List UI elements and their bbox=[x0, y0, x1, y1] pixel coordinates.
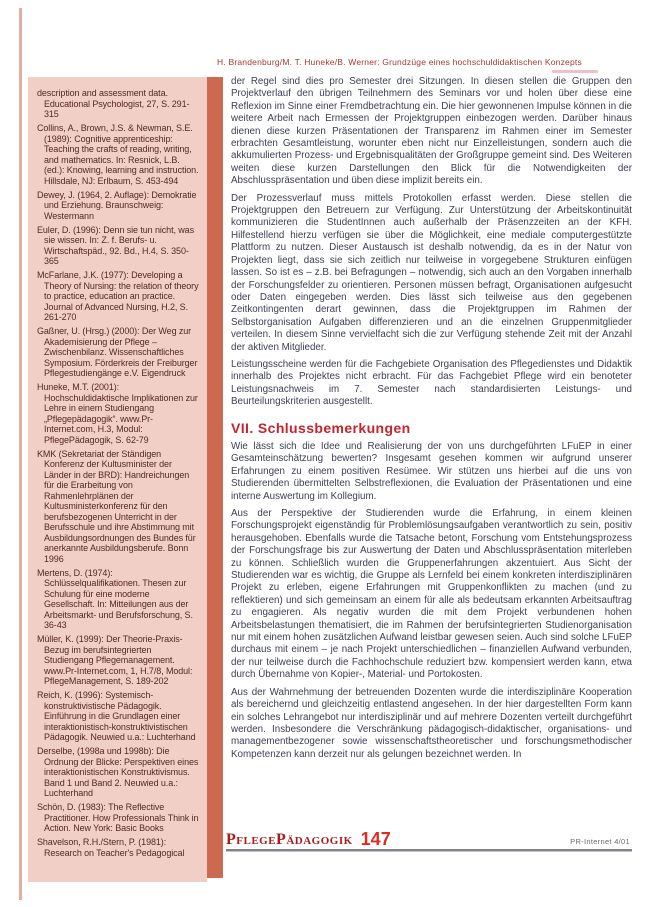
reference-entry: McFarlane, J.K. (1977): Developing a Theory of Nursing: the relation of theory to practice, education an practice. Journal of Advanced Nursing, H.2, S. 261-270 bbox=[37, 270, 199, 322]
reference-entry: Müller, K. (1999): Der Theorie-Praxis-Bezug im berufsintegrierten Studiengang Pflegemanagement. www.Pr-Internet.com, 1, H.7/8, Modul: PflegeManagement, S. 189-202 bbox=[37, 634, 193, 686]
footer-rule bbox=[226, 849, 632, 852]
reference-entry: Collins, A., Brown, J.S. & Newman, S.E. (1989): Cognitive apprenticeship: Teaching the crafts of reading, writing, and mathematics. In: Resnick, L.B. (ed.): Knowing, learning and instruction. Hillsdale, NJ: Erlbaum, S. 453-494 bbox=[37, 123, 199, 186]
reference-entry: Euler, D. (1996): Denn sie tun nicht, was sie wissen. In: Z. f. Berufs- u. Wirtschaftspäd., 92. Bd., H.4, S. 350-365 bbox=[37, 224, 194, 266]
body-paragraphs-top bbox=[231, 76, 632, 409]
reference-entry: Schön, D. (1983): The Reflective Practitioner. How Professionals Think in Action. New York: Basic Books bbox=[37, 802, 199, 833]
reference-entry: Gaßner, U. (Hrsg.) (2000): Der Weg zur Akademisierung der Pflege – Zwischenbilanz. Wissenschaftliches Symposium. Förderkreis der Freiburger Pflegestudiengänge e.V. Eigendruck bbox=[37, 326, 198, 378]
page-number: 147 bbox=[360, 829, 391, 849]
page-edge-line bbox=[19, 8, 22, 900]
reference-entry: Huneke, M.T. (2001): Hochschuldidaktische Implikationen zur Lehre in einem Studiengang „Pflegepädagogik“. www.Pr-Internet.com, H.3, Modul: PflegePädagogik, S. 62-79 bbox=[37, 382, 198, 445]
body-paragraph: der Regel sind dies pro Semester drei Sitzungen. In diesen stellen die Gruppen den Projektverlauf den übrigen Teilnehmern des Seminars vor und holen über diese eine Reflexion im Sinne einer Fremdbetrachtung ein. Die hier gewonnenen Impulse können in die weitere Arbeit nach Ermessen der Projektgruppen einbezogen werden. Darüber hinaus dienen diese kurzen Präsentationen der Transparenz im Rahmen einer im Semester erbrachten Gesamtleistung, worunter eben nicht nur Einzelleistungen, sondern auch die akkumulierten Prozess- und Ergebnisqualitäten der Großgruppe gemeint sind. Des Weiteren weiten diese kurzen Darstellungen den Blick für die Notwendigkeiten der Abschlusspräsentation und üben diese implizit bereits ein. bbox=[231, 76, 632, 187]
reference-entry: Shavelson, R.H./Stern, P. (1981): Research on Teacher's Pedagogical bbox=[37, 837, 185, 858]
references-sidebar bbox=[28, 77, 207, 882]
page-footer bbox=[226, 829, 632, 849]
header-underline-accent bbox=[552, 70, 598, 73]
reference-entry: Reich, K. (1996): Systemisch-konstruktivistische Pädagogik. Einführung in die Grundlagen einer interaktionistisch-konstruktivistischen Pädagogik. Neuwied u.a.: Luchterhand bbox=[37, 690, 196, 742]
body-paragraph: Wie lässt sich die Idee und Realisierung der von uns durchgeführten LFuEP in einer Gesamteinschätzung bewerten? Insgesamt gesehen kommen wir aufgrund unserer Erfahrungen zu einem positiven Resümee. Wir stützen uns hierbei auf die uns von Studierenden übermittelten Selbstreflexionen, die Evaluation der Präsentationen und eine interne Auswertung im Kollegium. bbox=[231, 440, 632, 502]
reference-entry: description and assessment data. Educational Psychologist, 27, S. 291-315 bbox=[37, 88, 190, 119]
body-paragraph: Aus der Wahrnehmung der betreuenden Dozenten wurde die interdisziplinäre Kooperation als bereichernd und gleichzeitig entlastend angesehen. In der hier dargestellten Form kann ein solches Lehrangebot nur interdisziplinär und auf mehrere Dozenten verteilt durchgeführt werden. Insbesondere die Verschränkung pädagogisch-didaktischer, organisations- und managementbezogener sowie wissenschaftstheoretischer und forschungsmethodischer Kompetenzen kann derzeit nur als gelungen bezeichnet werden. In bbox=[231, 686, 632, 760]
body-paragraph: Aus der Perspektive der Studierenden wurde die Erfahrung, in einem kleinen Forschungsprojekt eigenständig für Problemlösungsaufgaben verantwortlich zu sein, positiv herausgehoben. Ebenfalls wurde die Tatsache betont, Forschung vom Entstehungsprozess der Forschungsfrage bis zur Auswertung der Daten und Abschlusspräsentation miterleben zu können. Schließlich wurden die Gruppenerfahrungen akzentuiert. Aus Sicht der Studierenden war es wichtig, die Gruppe als Lernfeld bei einem konkreten interdisziplinären Projekt zu erleben, eigene Erfahrungen mit Gruppenkonflikten zu machen (und zu reflektieren) und sich gemeinsam an einem für alle als bedeutsam erkannten Arbeitsauftrag zu engagieren. Als negativ wurden die mit dem Projekt verbundenen hohen Arbeitsbelastungen thematisiert, die im Rahmen der berufsintegrierten Studienorganisation nur mit einem hohen zusätzlichen Aufwand leistbar gewesen seien. Auch sind solche LFuEP durchaus mit einem – je nach Projekt unterschiedlichen – finanziellen Aufwand verbunden, der nur teilweise durch die Fachhochschule reduziert bzw. kompensiert werden kann, etwa durch Übernahme von Kopier-, Material- und Portokosten. bbox=[231, 508, 632, 681]
body-paragraph: Leistungsscheine werden für die Fachgebiete Organisation des Pflegedienstes und Didaktik innerhalb des Projektes nicht erbracht. Für das Fachgebiet Pflege wird ein benoteter Leistungsnachweis im 7. Semester nach standardisierten Leistungs- und Beurteilungskriterien ausgestellt. bbox=[231, 358, 632, 408]
body-paragraphs-bottom bbox=[231, 441, 632, 761]
issue-label: PR-Internet 4/01 bbox=[570, 837, 630, 846]
reference-entry: KMK (Sekretariat der Ständigen Konferenz der Kultusminister der Länder in der BRD): Handreichungen für die Erarbeitung von Rahmenlehrplänen der Kultusministerkonferenz für den berufsbezogenen Unterricht in der Berufsschule und ihre Abstimmung mit Ausbildungsordnungen des Bundes für anerkannte Ausbildungsberufe. Bonn 1996 bbox=[37, 448, 196, 564]
journal-name: PflegePädagogik bbox=[226, 831, 353, 848]
reference-entry: Dewey, J. (1964, 2. Auflage): Demokratie und Erziehung. Braunschweig: Westermann bbox=[37, 189, 197, 221]
column-divider-strip bbox=[207, 77, 223, 878]
article-body bbox=[231, 76, 632, 766]
reference-list bbox=[37, 88, 199, 858]
reference-entry: Derselbe, (1998a und 1998b): Die Ordnung der Blicke: Perspektiven eines interaktionistischen Konstruktivismus. Band 1 und Band 2. Neuwied u.a.: Luchterhand bbox=[37, 746, 199, 798]
running-header: H. Brandenburg/M. T. Huneke/B. Werner: Grundzüge eines hochschuldidaktischen Konzepts bbox=[217, 57, 582, 67]
body-paragraph: Der Prozessverlauf muss mittels Protokollen erfasst werden. Diese stellen die Projektgruppen den Betreuern zur Verfügung. Zur Unterstützung der Arbeitskontinuität kommunizieren die StudentInnen auch außerhalb der Präsenzzeiten an der KFH. Hilfestellend hierzu verfügen sie über die Möglichkeit, eine mediale computergestützte Plattform zu nutzen. Dieser Austausch ist deshalb notwendig, da es in der Natur von Projekten liegt, dass sie sich zeitlich nur teilweise in vorgegebene Strukturen einfügen lassen. So ist es – z.B. bei Befragungen – notwendig, sich auch an den Vorgaben innerhalb der Forschungsfelder zu orientieren. Personen müssen befragt, Organisationen aufgesucht oder Daten eingegeben werden. Dies lässt sich teilweise aus den gegebenen Zeitkontingenten derart gewinnen, dass die Projektgruppen im Rahmen der Selbstorganisation Aufgaben differenzieren und an die einzelnen Gruppenmitglieder verteilen. In diesem Sinne vervielfacht sich die zur Verfügung stehende Zeit mit der Anzahl der aktiven Mitglieder. bbox=[231, 192, 632, 353]
section-heading: VII. Schlussbemerkungen bbox=[231, 419, 411, 436]
reference-entry: Mertens, D. (1974): Schlüsselqualifikationen. Thesen zur Schulung für eine moderne Gesellschaft. In: Mitteilungen aus der Arbeitsmarkt- und Berufsforschung, S. 36-43 bbox=[37, 567, 193, 630]
